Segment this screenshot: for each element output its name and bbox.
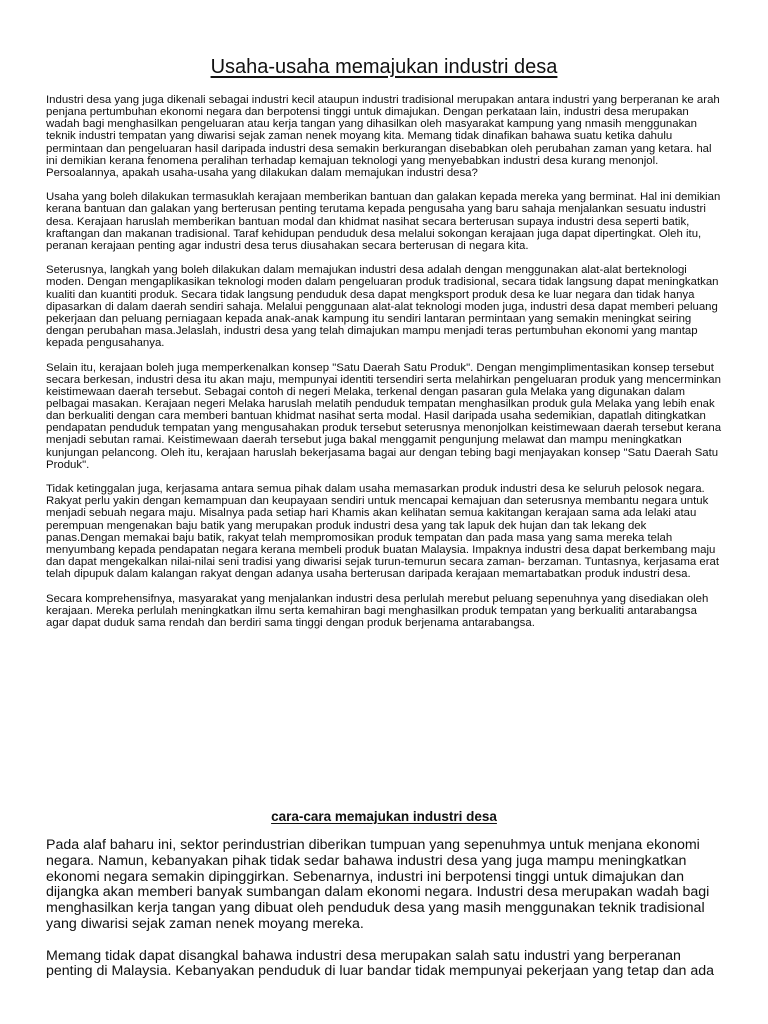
paragraph-introduction: Industri desa yang juga dikenali sebagai industri kecil ataupun industri tradisional merupakan antara industri yang berperanan ke arah penjana pertumbuhan ekonomi negara dan berpotensi tinggi untuk dimajukan. Dengan perkataan lain, industri desa merupakan wadah bagi menghasilkan pengeluaran atau kerja tangan yang dihasilkan oleh masyarakat kampung yang nmasih menggunakan teknik industri tempatan yang diwarisi sejak zaman nenek moyang kita. Memang tidak dinafikan bahawa suatu ketika dahulu permintaan dan pengeluaran hasil daripada industri desa semakin berkurangan disebabkan oleh perubahan zaman yang ketara. hal ini demikian kerana fenomena peralihan terhadap kemajuan teknologi yang menyebabkan industri desa kurang menonjol. Persoalannya, apakah usaha-usaha yang dilakukan dalam memajukan industri desa? [46,94,720,179]
paragraph-modern-technology: Seterusnya, langkah yang boleh dilakukan dalam memajukan industri desa adalah dengan menggunakan alat-alat berteknologi moden. Dengan mengaplikasikan teknologi moden dalam pengeluaran produk tradisional, secara tidak langsung dapat meningkatkan kualiti dan kuantiti produk. Secara tidak langsung penduduk desa dapat mengksport produk desa ke luar negara dan tidak hanya dipasarkan di dalam daerah sendiri sahaja. Melalui penggunaan alat-alat teknologi moden juga, industri desa dapat memberi peluang pekerjaan dan peluang perniagaan kepada anak-anak kampung itu sendiri lantaran permintaan yang semakin meningkat seiring dengan perubahan masa.Jelaslah, industri desa yang telah dimajukan mampu menjadi teras pertumbuhan ekonomi yang mantap kepada pengusahanya. [46,264,719,350]
paragraph-cooperation: Tidak ketinggalan juga, kerjasama antara semua pihak dalam usaha memasarkan produk industri desa ke seluruh pelosok negara. Rakyat perlu yakin dengan kemampuan dan keupayaan sendiri untuk mencapai kemajuan dan seterusnya membantu negara untuk menjadi sebuah negara maju. Misalnya pada setiap hari Khamis akan kelihatan semua kakitangan kerajaan sama ada lelaki atau perempuan mengenakan baju batik yang merupakan produk industri desa yang tak lapuk dek hujan dan tak lekang dek panas.Dengan memakai baju batik, rakyat telah mempromosikan produk tempatan dan pada masa yang sama mereka telah menyumbang kepada pendapatan negara kerana membeli produk buatan Malaysia. Impaknya industri desa dapat berkembang maju dan dapat mengekalkan nilai-nilai seni tradisi yang diwarisi sejak turun-temurun secara zaman- berzaman. Tuntasnya, kerjasama erat telah dipupuk dalam kalangan rakyat dengan adanya usaha berterusan daripada kerajaan memartabatkan produk industri desa. [46,483,720,581]
essay-body [46,94,722,641]
document-title: Usaha-usaha memajukan industri desa [210,56,558,78]
paragraph-one-district-one-product: Selain itu, kerajaan boleh juga memperkenalkan konsep "Satu Daerah Satu Produk". Dengan mengimplimentasikan konsep tersebut secara berkesan, industri desa itu akan maju, mempunyai identiti tersendiri serta melahirkan pengeluaran produk yang mencerminkan keistimewaan daerah tersebut. Sebagai contoh di negeri Melaka, terkenal dengan pasaran gula Melaka yang digunakan dalam pelbagai masakan. Kerajaan negeri Melaka haruslah melatih penduduk tempatan menghasilkan produk gula Melaka yang lebih enak dan berkualiti dengan cara memberi bantuan khidmat nasihat serta modal. Hasil daripada usaha sedemikian, dapatlah ditingkatkan pendapatan penduduk tempatan yang mengusahakan produk tersebut seterusnya menonjolkan keistimewaan daerah tersebut kerana menjadi sebutan ramai. Keistimewaan daerah tersebut juga bakal menggamit pengunjung melawat dan mampu meningkatkan kunjungan pelancong. Oleh itu, kerajaan haruslah bekerjasama bagai aur dengan tebing bagi menjayakan konsep "Satu Daerah Satu Produk". [46,361,722,471]
section-heading: cara-cara memajukan industri desa [271,809,497,824]
section-body [46,838,726,996]
section-paragraph-intro: Pada alaf baharu ini, sektor perindustrian diberikan tumpuan yang sepenuhmya untuk menjana ekonomi negara. Namun, kebanyakan pihak tidak sedar bahawa industri desa yang juga mampu meningkatkan ekonomi negara semakin dipinggirkan. Sebenarnya, industri ini berpotensi tinggi untuk dimajukan dan dijangka akan memberi banyak sumbangan dalam ekonomi negara. Industri desa merupakan wadah bagi menghasilkan kerja tangan yang dibuat oleh penduduk desa yang masih menggunakan teknik tradisional yang diwarisi sejak zaman nenek moyang mereka. [46,837,710,932]
section-paragraph-second: Memang tidak dapat disangkal bahawa industri desa merupakan salah satu industri yang berperanan penting di Malaysia. Kebanyakan penduduk di luar bandar tidak mempunyai pekerjaan yang tetap dan ada [46,947,715,980]
paragraph-conclusion: Secara komprehensifnya, masyarakat yang menjalankan industri desa perlulah merebut peluang sepenuhnya yang disediakan oleh kerajaan. Mereka perlulah meningkatkan ilmu serta kemahiran bagi menghasilkan produk tempatan yang berkualiti antarabangsa agar dapat duduk sama rendah dan berdiri sama tinggi dengan produk berjenama antarabangsa. [46,592,709,629]
paragraph-government-aid: Usaha yang boleh dilakukan termasuklah kerajaan memberikan bantuan dan galakan kepada mereka yang berminat. Hal ini demikian kerana bantuan dan galakan yang berterusan penting terutama kepada pengusaha yang baru sahaja menjalankan sesuatu industri desa. Kerajaan haruslah memberikan bantuan modal dan khidmat nasihat secara berterusan supaya industri desa seperti batik, kraftangan dan makanan tradisional. Taraf kehidupan penduduk desa melalui sokongan kerajaan juga dapat dipertingkat. Oleh itu, peranan kerajaan penting agar industri desa terus diusahakan secara berterusan di negara kita. [46,191,721,252]
